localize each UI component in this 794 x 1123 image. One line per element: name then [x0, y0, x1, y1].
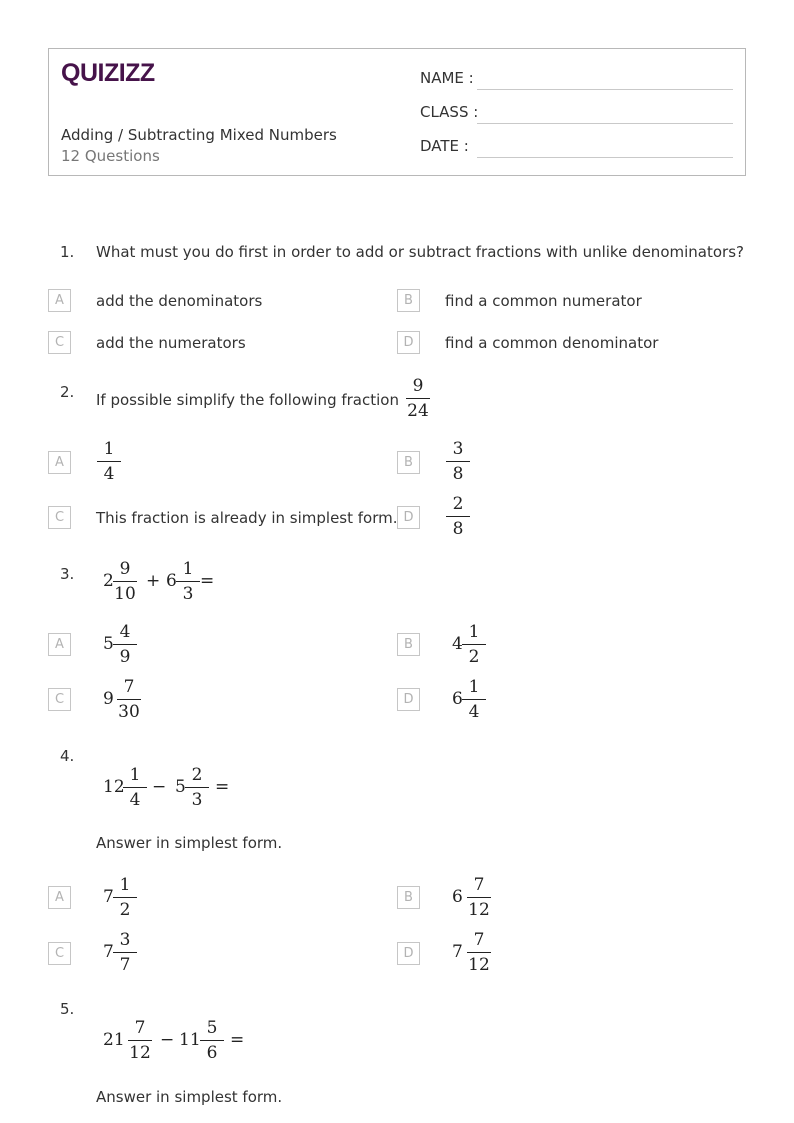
q1-option-a-text: add the denominators [96, 292, 263, 310]
date-field-line[interactable] [477, 157, 733, 158]
q4-option-a-letter[interactable]: A [48, 886, 71, 909]
date-label: DATE : [420, 137, 469, 155]
q1-option-a-letter[interactable]: A [48, 289, 71, 312]
quizizz-logo: QUIZIZZ [61, 59, 155, 87]
question-2-text: If possible simplify the following fraction [96, 391, 399, 409]
q1-option-b-text: find a common numerator [445, 292, 642, 310]
q3-option-d-letter[interactable]: D [397, 688, 420, 711]
class-field-line[interactable] [477, 123, 733, 124]
question-3-number: 3. [60, 565, 75, 583]
q1-option-b-letter[interactable]: B [397, 289, 420, 312]
question-5-instruction: Answer in simplest form. [96, 1088, 283, 1106]
name-field-line[interactable] [477, 89, 733, 90]
q3-option-a-letter[interactable]: A [48, 633, 71, 656]
q1-option-d-text: find a common denominator [445, 334, 659, 352]
name-label: NAME : [420, 69, 474, 87]
question-5-number: 5. [60, 1000, 75, 1018]
q4-option-c-letter[interactable]: C [48, 942, 71, 965]
q3-option-b-letter[interactable]: B [397, 633, 420, 656]
q1-option-d-letter[interactable]: D [397, 331, 420, 354]
question-4-instruction: Answer in simplest form. [96, 834, 283, 852]
question-4-number: 4. [60, 747, 75, 765]
worksheet-title: Adding / Subtracting Mixed Numbers [61, 126, 337, 144]
q4-option-b-letter[interactable]: B [397, 886, 420, 909]
question-1-text: What must you do first in order to add or subtract fractions with unlike denominators? [96, 243, 744, 261]
question-2-number: 2. [60, 383, 75, 401]
worksheet-header [48, 48, 746, 176]
q2-option-b-letter[interactable]: B [397, 451, 420, 474]
q2-option-c-text: This fraction is already in simplest form. [96, 509, 398, 527]
q3-option-c-letter[interactable]: C [48, 688, 71, 711]
question-1-number: 1. [60, 243, 75, 261]
q1-option-c-text: add the numerators [96, 334, 246, 352]
q1-option-c-letter[interactable]: C [48, 331, 71, 354]
q2-option-c-letter[interactable]: C [48, 506, 71, 529]
question-count: 12 Questions [61, 147, 160, 165]
q4-option-d-letter[interactable]: D [397, 942, 420, 965]
class-label: CLASS : [420, 103, 479, 121]
q2-option-a-letter[interactable]: A [48, 451, 71, 474]
q2-option-d-letter[interactable]: D [397, 506, 420, 529]
